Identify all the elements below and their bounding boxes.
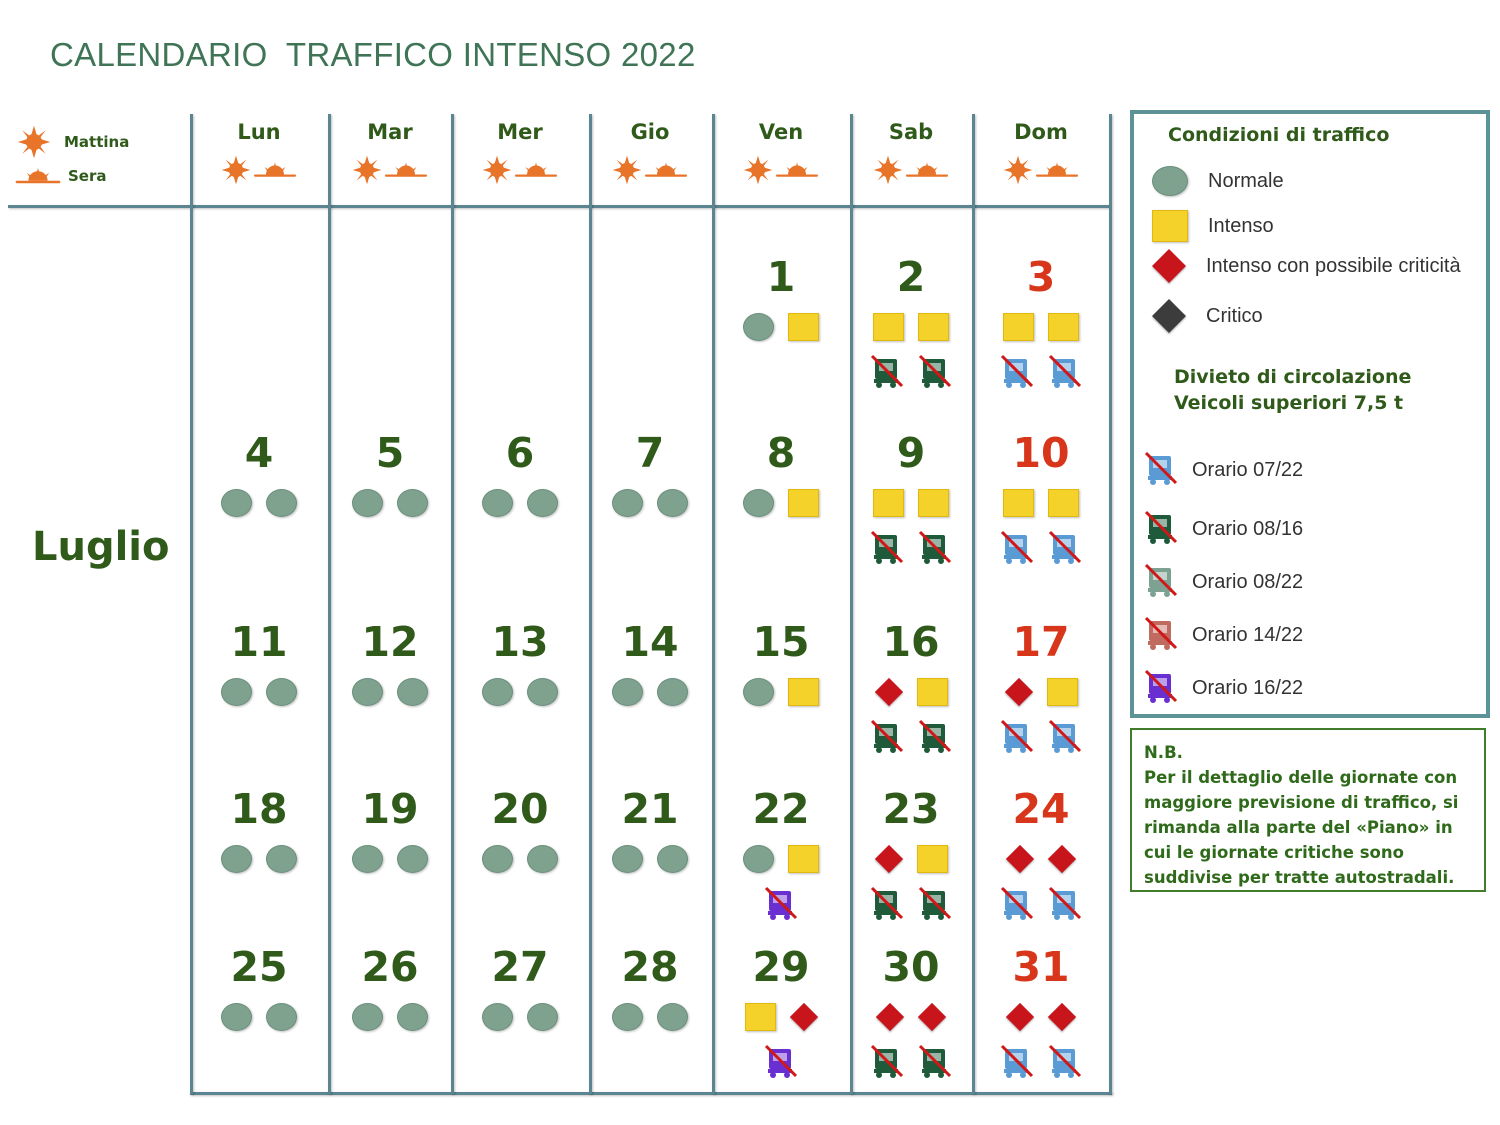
evening-sunset-icon bbox=[771, 161, 823, 179]
day-cell-13 bbox=[465, 617, 575, 709]
truck-ban-08-16-icon bbox=[870, 1043, 904, 1083]
truck-bans bbox=[726, 1044, 836, 1082]
day-number: 22 bbox=[752, 785, 810, 833]
column-divider bbox=[589, 114, 592, 1094]
normal-circle-icon bbox=[397, 678, 428, 706]
column-divider bbox=[451, 114, 454, 1094]
normal-circle-icon bbox=[612, 489, 643, 517]
weekday-header-sab bbox=[851, 120, 971, 190]
time-icons bbox=[739, 154, 823, 186]
traffic-conditions bbox=[335, 1000, 445, 1034]
day-cell-24 bbox=[986, 784, 1096, 924]
day-cell-22 bbox=[726, 784, 836, 924]
traffic-conditions bbox=[726, 1000, 836, 1034]
normal-circle-icon bbox=[743, 678, 774, 706]
day-number: 20 bbox=[491, 785, 549, 833]
normal-circle-icon bbox=[527, 1003, 558, 1031]
intense-square-icon bbox=[788, 489, 819, 517]
legend-ban-1 bbox=[1144, 509, 1303, 549]
legend-condition-label: Critico bbox=[1206, 304, 1263, 327]
traffic-conditions bbox=[856, 310, 966, 344]
truck-bans bbox=[726, 886, 836, 924]
day-number: 21 bbox=[621, 785, 679, 833]
day-cell-14 bbox=[595, 617, 705, 709]
normal-circle-icon bbox=[397, 845, 428, 873]
note-title: N.B. bbox=[1144, 743, 1183, 762]
legend-condition-2 bbox=[1152, 254, 1461, 278]
day-number: 10 bbox=[1012, 429, 1070, 477]
evening-sunset-icon bbox=[640, 161, 692, 179]
truck-ban-07-22-icon bbox=[1000, 718, 1034, 758]
weekday-label: Gio bbox=[630, 120, 670, 144]
day-cell-30 bbox=[856, 942, 966, 1082]
intense-square-icon bbox=[788, 313, 819, 341]
evening-sunset-icon bbox=[14, 166, 62, 186]
legend-ban-2 bbox=[1144, 562, 1303, 602]
traffic-conditions bbox=[726, 842, 836, 876]
weekday-header-gio bbox=[590, 120, 710, 190]
truck-ban-08-16-icon bbox=[870, 718, 904, 758]
traffic-conditions bbox=[465, 675, 575, 709]
traffic-conditions bbox=[465, 842, 575, 876]
day-cell-28 bbox=[595, 942, 705, 1034]
day-number: 6 bbox=[505, 429, 535, 477]
day-number: 2 bbox=[896, 253, 926, 301]
truck-ban-07-22-icon bbox=[1144, 450, 1178, 490]
intense-square-icon bbox=[745, 1003, 776, 1031]
truck-bans bbox=[856, 719, 966, 757]
day-number: 5 bbox=[375, 429, 405, 477]
normal-circle-icon bbox=[352, 1003, 383, 1031]
truck-bans bbox=[986, 886, 1096, 924]
weekday-header-lun bbox=[199, 120, 319, 190]
morning-sun-icon bbox=[14, 124, 54, 160]
legend-condition-label: Normale bbox=[1208, 169, 1284, 192]
normal-circle-icon bbox=[482, 678, 513, 706]
normal-circle-icon bbox=[743, 845, 774, 873]
truck-ban-08-16-icon bbox=[918, 353, 952, 393]
time-icons bbox=[348, 154, 432, 186]
traffic-conditions bbox=[986, 310, 1096, 344]
day-number: 29 bbox=[752, 943, 810, 991]
day-number: 17 bbox=[1012, 618, 1070, 666]
traffic-conditions bbox=[204, 486, 314, 520]
intense-square-icon bbox=[1152, 210, 1188, 242]
intense-square-icon bbox=[1003, 313, 1034, 341]
truck-ban-16-22-icon bbox=[764, 1043, 798, 1083]
intense-square-icon bbox=[873, 489, 904, 517]
normal-circle-icon bbox=[482, 845, 513, 873]
column-divider bbox=[328, 114, 331, 1094]
day-number: 9 bbox=[896, 429, 926, 477]
day-number: 13 bbox=[491, 618, 549, 666]
normal-circle-icon bbox=[743, 313, 774, 341]
day-number: 11 bbox=[230, 618, 288, 666]
normal-circle-icon bbox=[397, 1003, 428, 1031]
traffic-conditions bbox=[856, 675, 966, 709]
legend-condition-1 bbox=[1152, 210, 1274, 242]
day-cell-6 bbox=[465, 428, 575, 520]
day-number: 18 bbox=[230, 785, 288, 833]
truck-ban-08-16-icon bbox=[870, 885, 904, 925]
traffic-conditions bbox=[204, 842, 314, 876]
legend-evening-label: Sera bbox=[68, 167, 107, 185]
normal-circle-icon bbox=[612, 1003, 643, 1031]
legend-ban-label: Orario 08/22 bbox=[1192, 570, 1304, 593]
truck-ban-16-22-icon bbox=[1144, 668, 1178, 708]
truck-ban-08-16-icon bbox=[918, 1043, 952, 1083]
day-cell-18 bbox=[204, 784, 314, 876]
normal-circle-icon bbox=[352, 489, 383, 517]
normal-circle-icon bbox=[527, 845, 558, 873]
time-icons bbox=[999, 154, 1083, 186]
truck-bans bbox=[986, 354, 1096, 392]
weekday-label: Lun bbox=[237, 120, 281, 144]
red-diamond-icon bbox=[874, 845, 902, 873]
traffic-conditions bbox=[595, 842, 705, 876]
weekday-label: Mer bbox=[497, 120, 543, 144]
traffic-conditions bbox=[335, 842, 445, 876]
legend-ban-label: Orario 08/16 bbox=[1192, 517, 1304, 540]
weekday-label: Mar bbox=[367, 120, 413, 144]
header-divider bbox=[8, 205, 1110, 208]
day-cell-3 bbox=[986, 252, 1096, 392]
intense-square-icon bbox=[917, 678, 948, 706]
day-cell-27 bbox=[465, 942, 575, 1034]
evening-sunset-icon bbox=[380, 161, 432, 179]
legend-ban-label: Orario 14/22 bbox=[1192, 623, 1304, 646]
traffic-conditions bbox=[204, 675, 314, 709]
traffic-conditions bbox=[856, 1000, 966, 1034]
traffic-conditions bbox=[726, 675, 836, 709]
weekday-header-mar bbox=[330, 120, 450, 190]
red-diamond-icon bbox=[1006, 845, 1034, 873]
traffic-conditions bbox=[335, 486, 445, 520]
traffic-conditions bbox=[595, 675, 705, 709]
truck-ban-07-22-icon bbox=[1048, 718, 1082, 758]
day-number: 15 bbox=[752, 618, 810, 666]
truck-ban-07-22-icon bbox=[1000, 353, 1034, 393]
traffic-conditions bbox=[986, 1000, 1096, 1034]
normal-circle-icon bbox=[527, 678, 558, 706]
truck-ban-14-22-icon bbox=[1144, 615, 1178, 655]
weekday-label: Ven bbox=[758, 120, 804, 144]
truck-bans bbox=[856, 530, 966, 568]
traffic-conditions bbox=[465, 1000, 575, 1034]
intense-square-icon bbox=[1003, 489, 1034, 517]
traffic-conditions bbox=[856, 486, 966, 520]
truck-ban-07-22-icon bbox=[1048, 353, 1082, 393]
column-divider bbox=[850, 114, 853, 1094]
normal-circle-icon bbox=[266, 1003, 297, 1031]
weekday-label: Sab bbox=[888, 120, 934, 144]
legend-ban-label: Orario 16/22 bbox=[1192, 676, 1304, 699]
day-number: 25 bbox=[230, 943, 288, 991]
day-number: 24 bbox=[1012, 785, 1070, 833]
legend-morning-label: Mattina bbox=[64, 133, 130, 151]
column-divider bbox=[1109, 114, 1112, 1094]
red-diamond-icon bbox=[918, 1003, 946, 1031]
evening-sunset-icon bbox=[249, 161, 301, 179]
red-diamond-icon bbox=[1048, 845, 1076, 873]
legend-condition-label: Intenso bbox=[1208, 214, 1274, 237]
normal-circle-icon bbox=[482, 489, 513, 517]
truck-bans bbox=[986, 530, 1096, 568]
truck-ban-08-22-icon bbox=[1144, 562, 1178, 602]
legend-condition-0 bbox=[1152, 166, 1284, 196]
day-cell-8 bbox=[726, 428, 836, 520]
evening-sunset-icon bbox=[1031, 161, 1083, 179]
truck-ban-08-16-icon bbox=[918, 529, 952, 569]
red-diamond-icon bbox=[874, 678, 902, 706]
traffic-conditions bbox=[465, 486, 575, 520]
legend-morning bbox=[14, 124, 129, 160]
day-cell-11 bbox=[204, 617, 314, 709]
intense-square-icon bbox=[873, 313, 904, 341]
day-number: 16 bbox=[882, 618, 940, 666]
day-number: 27 bbox=[491, 943, 549, 991]
weekday-header-mer bbox=[460, 120, 580, 190]
note-box bbox=[1130, 728, 1486, 892]
truck-ban-08-16-icon bbox=[918, 718, 952, 758]
traffic-legend bbox=[1130, 110, 1490, 718]
day-cell-17 bbox=[986, 617, 1096, 757]
normal-circle-icon bbox=[612, 678, 643, 706]
normal-circle-icon bbox=[266, 678, 297, 706]
normal-circle-icon bbox=[527, 489, 558, 517]
intense-square-icon bbox=[918, 489, 949, 517]
intense-square-icon bbox=[1048, 313, 1079, 341]
day-number: 30 bbox=[882, 943, 940, 991]
day-cell-5 bbox=[335, 428, 445, 520]
day-number: 28 bbox=[621, 943, 679, 991]
legend-ban-0 bbox=[1144, 450, 1303, 490]
red-diamond-icon bbox=[876, 1003, 904, 1031]
normal-circle-icon bbox=[482, 1003, 513, 1031]
traffic-conditions bbox=[204, 1000, 314, 1034]
column-divider bbox=[190, 114, 193, 1094]
normal-circle-icon bbox=[743, 489, 774, 517]
intense-square-icon bbox=[788, 845, 819, 873]
legend-ban-4 bbox=[1144, 668, 1303, 708]
truck-ban-08-16-icon bbox=[1144, 509, 1178, 549]
truck-ban-07-22-icon bbox=[1000, 885, 1034, 925]
day-cell-20 bbox=[465, 784, 575, 876]
legend-ban-3 bbox=[1144, 615, 1303, 655]
column-divider bbox=[972, 114, 975, 1094]
time-icons bbox=[869, 154, 953, 186]
day-number: 23 bbox=[882, 785, 940, 833]
day-cell-7 bbox=[595, 428, 705, 520]
time-icons bbox=[217, 154, 301, 186]
normal-circle-icon bbox=[657, 845, 688, 873]
normal-circle-icon bbox=[266, 489, 297, 517]
normal-circle-icon bbox=[221, 845, 252, 873]
day-number: 14 bbox=[621, 618, 679, 666]
truck-ban-07-22-icon bbox=[1000, 1043, 1034, 1083]
day-cell-26 bbox=[335, 942, 445, 1034]
red-diamond-icon bbox=[1152, 249, 1186, 283]
red-diamond-icon bbox=[1006, 1003, 1034, 1031]
normal-circle-icon bbox=[612, 845, 643, 873]
intense-square-icon bbox=[918, 313, 949, 341]
traffic-conditions bbox=[595, 486, 705, 520]
normal-circle-icon bbox=[657, 489, 688, 517]
weekday-header-dom bbox=[981, 120, 1101, 190]
normal-circle-icon bbox=[352, 845, 383, 873]
traffic-conditions bbox=[986, 675, 1096, 709]
truck-ban-07-22-icon bbox=[1048, 885, 1082, 925]
day-cell-4 bbox=[204, 428, 314, 520]
day-cell-21 bbox=[595, 784, 705, 876]
day-cell-9 bbox=[856, 428, 966, 568]
traffic-conditions bbox=[986, 842, 1096, 876]
traffic-conditions bbox=[726, 486, 836, 520]
truck-ban-16-22-icon bbox=[764, 885, 798, 925]
normal-circle-icon bbox=[352, 678, 383, 706]
day-cell-19 bbox=[335, 784, 445, 876]
intense-square-icon bbox=[788, 678, 819, 706]
traffic-conditions bbox=[726, 310, 836, 344]
day-number: 19 bbox=[361, 785, 419, 833]
day-number: 3 bbox=[1026, 253, 1056, 301]
truck-bans bbox=[856, 886, 966, 924]
traffic-conditions bbox=[856, 842, 966, 876]
truck-bans bbox=[856, 1044, 966, 1082]
normal-circle-icon bbox=[266, 845, 297, 873]
legend-condition-3 bbox=[1152, 304, 1263, 328]
normal-circle-icon bbox=[221, 489, 252, 517]
day-cell-29 bbox=[726, 942, 836, 1082]
traffic-conditions bbox=[335, 675, 445, 709]
day-number: 1 bbox=[766, 253, 796, 301]
legend-ban-title-1: Divieto di circolazione bbox=[1174, 366, 1412, 388]
legend-condition-label: Intenso con possibile criticità bbox=[1206, 254, 1461, 277]
truck-ban-07-22-icon bbox=[1048, 1043, 1082, 1083]
time-icons bbox=[608, 154, 692, 186]
day-cell-25 bbox=[204, 942, 314, 1034]
red-diamond-icon bbox=[1048, 1003, 1076, 1031]
normal-circle-icon bbox=[657, 678, 688, 706]
note-text: Per il dettaglio delle giornate con maggiore previsione di traffico, si rimanda alla parte del «Piano» in cui le giornate critiche sono suddivise per tratte autostradali. bbox=[1144, 768, 1459, 887]
truck-bans bbox=[856, 354, 966, 392]
normal-circle-icon bbox=[1152, 166, 1188, 196]
column-divider bbox=[712, 114, 715, 1094]
legend-evening bbox=[14, 166, 107, 186]
day-number: 7 bbox=[635, 429, 665, 477]
intense-square-icon bbox=[1047, 678, 1078, 706]
weekday-header-ven bbox=[721, 120, 841, 190]
truck-bans bbox=[986, 719, 1096, 757]
day-cell-15 bbox=[726, 617, 836, 709]
day-cell-16 bbox=[856, 617, 966, 757]
day-number: 26 bbox=[361, 943, 419, 991]
day-cell-1 bbox=[726, 252, 836, 344]
time-icons bbox=[478, 154, 562, 186]
truck-ban-07-22-icon bbox=[1048, 529, 1082, 569]
day-cell-10 bbox=[986, 428, 1096, 568]
red-diamond-icon bbox=[1004, 678, 1032, 706]
truck-ban-08-16-icon bbox=[870, 529, 904, 569]
traffic-conditions bbox=[986, 486, 1096, 520]
normal-circle-icon bbox=[221, 678, 252, 706]
day-number: 31 bbox=[1012, 943, 1070, 991]
day-cell-2 bbox=[856, 252, 966, 392]
month-label: Luglio bbox=[32, 524, 170, 570]
legend-ban-title-2: Veicoli superiori 7,5 t bbox=[1174, 392, 1404, 414]
truck-ban-08-16-icon bbox=[918, 885, 952, 925]
day-cell-12 bbox=[335, 617, 445, 709]
red-diamond-icon bbox=[789, 1003, 817, 1031]
black-diamond-icon bbox=[1152, 299, 1186, 333]
weekday-label: Dom bbox=[1014, 120, 1068, 144]
normal-circle-icon bbox=[221, 1003, 252, 1031]
truck-ban-07-22-icon bbox=[1000, 529, 1034, 569]
day-cell-31 bbox=[986, 942, 1096, 1082]
legend-ban-label: Orario 07/22 bbox=[1192, 458, 1304, 481]
traffic-conditions bbox=[595, 1000, 705, 1034]
evening-sunset-icon bbox=[510, 161, 562, 179]
normal-circle-icon bbox=[397, 489, 428, 517]
legend-conditions-title: Condizioni di traffico bbox=[1168, 124, 1390, 146]
truck-bans bbox=[986, 1044, 1096, 1082]
day-number: 12 bbox=[361, 618, 419, 666]
intense-square-icon bbox=[1048, 489, 1079, 517]
intense-square-icon bbox=[917, 845, 948, 873]
day-number: 4 bbox=[244, 429, 274, 477]
day-number: 8 bbox=[766, 429, 796, 477]
evening-sunset-icon bbox=[901, 161, 953, 179]
page-title: CALENDARIO TRAFFICO INTENSO 2022 bbox=[50, 36, 696, 73]
day-cell-23 bbox=[856, 784, 966, 924]
normal-circle-icon bbox=[657, 1003, 688, 1031]
truck-ban-08-16-icon bbox=[870, 353, 904, 393]
